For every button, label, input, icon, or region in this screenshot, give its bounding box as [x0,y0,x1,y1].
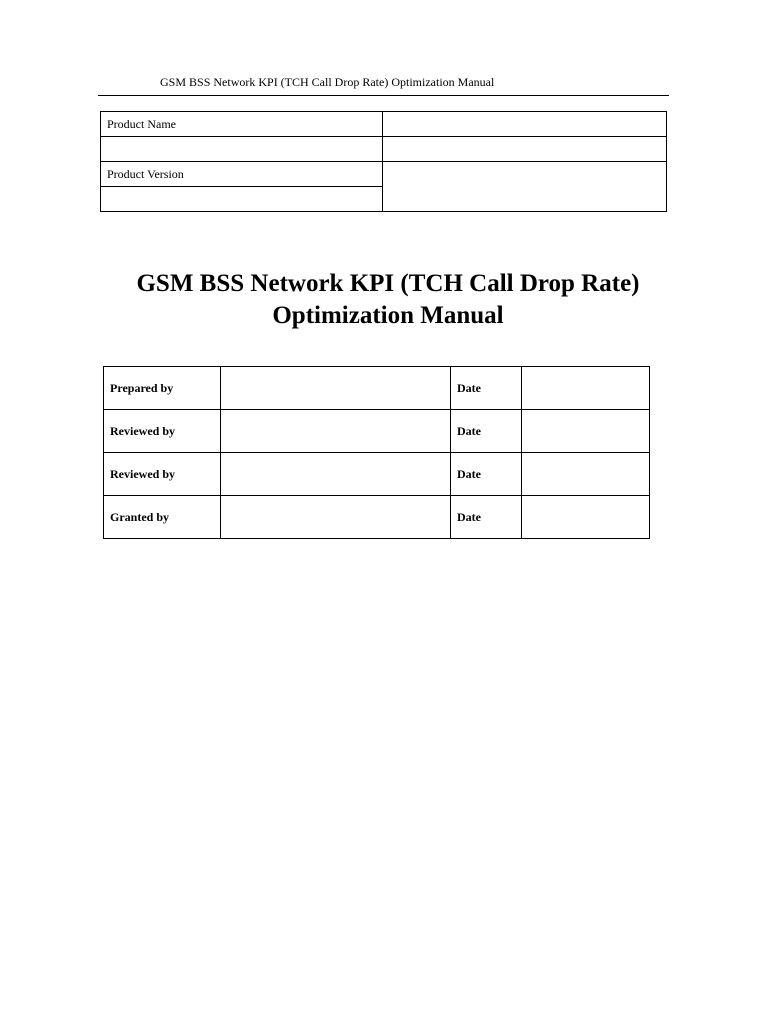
date-label: Date [451,453,522,496]
table-row [101,112,667,137]
blank-cell [383,137,667,162]
product-name-label: Product Name [101,112,383,137]
name-cell [221,367,451,410]
date-cell [522,453,650,496]
date-label: Date [451,367,522,410]
title-line-2: Optimization Manual [272,302,504,329]
date-cell [522,410,650,453]
table-row [101,137,667,162]
title-line-1: GSM BSS Network KPI (TCH Call Drop Rate) [136,270,640,297]
date-label: Date [451,496,522,539]
blank-cell [101,187,383,212]
date-cell [522,367,650,410]
name-cell [221,496,451,539]
blank-cell [101,137,383,162]
document-title [0,268,768,332]
role-label: Reviewed by [104,453,221,496]
product-name-value [383,112,667,137]
product-version-value [383,162,667,212]
product-version-label: Product Version [101,162,383,187]
running-header: GSM BSS Network KPI (TCH Call Drop Rate) Optimization Manual [160,75,495,89]
table-row [101,162,667,187]
signoff-table [103,366,650,539]
date-cell [522,496,650,539]
table-row [104,496,650,539]
date-label: Date [451,410,522,453]
product-info-table [100,111,667,212]
header-rule [98,95,669,96]
role-label: Prepared by [104,367,221,410]
table-row [104,367,650,410]
name-cell [221,410,451,453]
table-row [104,410,650,453]
role-label: Reviewed by [104,410,221,453]
name-cell [221,453,451,496]
role-label: Granted by [104,496,221,539]
table-row [104,453,650,496]
